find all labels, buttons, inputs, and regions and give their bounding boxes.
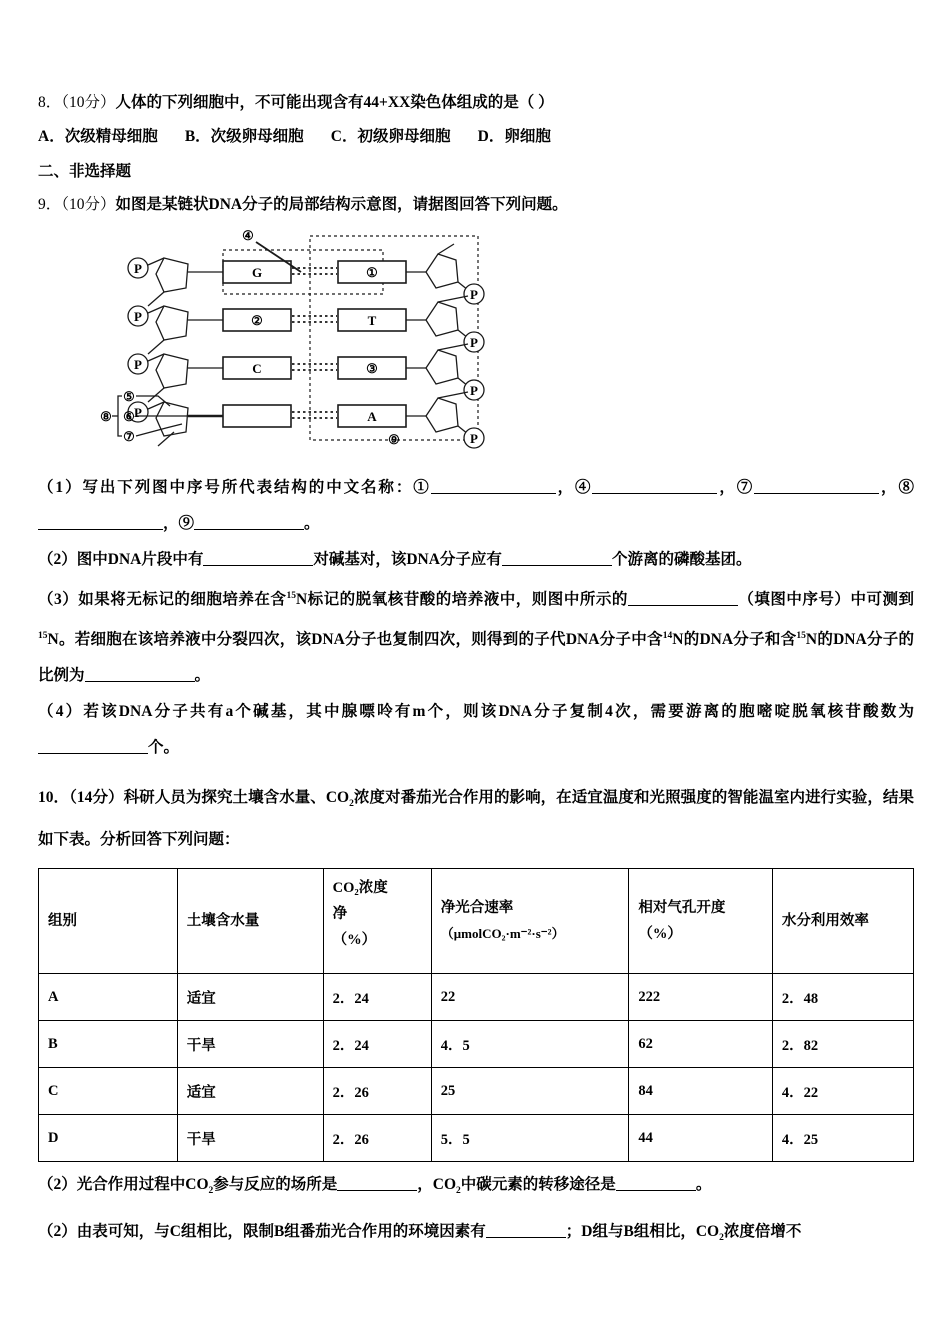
answer-blank-1-7[interactable]: [754, 478, 879, 494]
option-d[interactable]: D．卵细胞: [477, 128, 551, 145]
svg-text:G: G: [251, 265, 263, 280]
question-10-part-2: [38, 1168, 914, 1208]
isotope-n15-sup-3: 15: [796, 631, 806, 642]
isotope-n15-sup-1: 15: [286, 591, 296, 601]
cell-co2: 2．24: [323, 1021, 431, 1068]
svg-text:①: ①: [366, 265, 378, 280]
svg-text:P: P: [134, 309, 142, 324]
answer-blank-10-1[interactable]: [337, 1175, 417, 1191]
cell-group: C: [39, 1068, 178, 1115]
svg-text:C: C: [252, 361, 262, 376]
header-co2-line-3: （%）: [332, 932, 377, 949]
svg-text:⑤: ⑤: [123, 389, 135, 404]
answer-blank-1-9[interactable]: [194, 514, 304, 530]
question-9-part-2: [38, 542, 914, 578]
header-wue-line-1: 水分利用效率: [781, 913, 869, 930]
q9-p4-text-b: 个。: [148, 739, 180, 757]
answer-blank-2-1[interactable]: [203, 550, 313, 566]
cell-group: B: [39, 1021, 178, 1068]
q8-number: 8．: [38, 94, 62, 111]
q8-chromosome-code: 44+XX: [363, 94, 411, 111]
q9-p3-text-e: N的DNA分子和含: [672, 631, 797, 649]
cell-npr: 5．5: [431, 1115, 629, 1162]
q9-p1-text-a: （1）写出下列图中序号所代表结构的中文名称：①: [38, 479, 431, 496]
cell-npr: 4．5: [431, 1021, 629, 1068]
question-9-part-4: [38, 694, 914, 766]
svg-text:A: A: [367, 409, 377, 424]
svg-text:T: T: [367, 313, 377, 328]
header-npr-line-1: 净光合速率: [440, 900, 514, 917]
q10-stem-text-a: 科研人员为探究土壤含水量、CO: [123, 789, 350, 807]
header-co2-line-1: CO₂浓度: [332, 880, 388, 897]
svg-text:P: P: [134, 405, 142, 420]
cell-soil-water: 适宜: [177, 1068, 323, 1115]
dna-structure-diagram: [96, 228, 496, 456]
cell-group: D: [39, 1115, 178, 1162]
co2-subscript-stem: 2: [349, 799, 354, 810]
cell-rso: 84: [629, 1068, 772, 1115]
q9-p3-text-a: （3）如果将无标记的细胞培养在含: [38, 591, 287, 609]
header-co2-concentration: [323, 869, 431, 974]
q9-p1-text-e: ，⑨: [163, 515, 195, 532]
q10-p2-text-b: 参与反应的场所是: [213, 1176, 338, 1194]
q9-p2-text-a: （2）图中DNA片段中有: [38, 551, 204, 568]
header-rso-line-1: 相对气孔开度: [638, 900, 726, 917]
answer-blank-4-1[interactable]: [38, 738, 148, 754]
q10-number: 10．: [38, 789, 70, 807]
option-c[interactable]: C．初级卵母细胞: [330, 128, 451, 145]
header-rso-line-2: （%）: [638, 926, 682, 943]
cell-wue: 4．25: [772, 1115, 913, 1162]
q9-p1-text-b: ，④: [555, 479, 593, 496]
cell-co2: 2．26: [323, 1068, 431, 1115]
q9-number: 9．: [38, 196, 62, 213]
q9-p4-text-a: （4）若该DNA分子共有a个碱基，其中腺嘌呤有m个，则该DNA分子复制4次，需要游离的胞嘧啶脱氧核苷酸数为: [38, 703, 914, 721]
table-row: [39, 1021, 914, 1068]
question-9-part-3: [38, 578, 914, 694]
cell-rso: 222: [629, 974, 772, 1021]
question-10-stem: [38, 780, 914, 858]
q8-stem-text-c: 染色体组成的是（ ）: [410, 94, 554, 111]
q10-score: （14分）: [69, 789, 124, 807]
svg-text:P: P: [470, 335, 478, 350]
answer-blank-1-1[interactable]: [431, 478, 556, 494]
page-content: [38, 88, 914, 1255]
isotope-n14-sup: 14: [662, 631, 673, 642]
cell-wue: 2．82: [772, 1021, 913, 1068]
question-10-part-3: [38, 1215, 914, 1255]
svg-text:②: ②: [251, 313, 263, 328]
header-npr-line-2: （μmolCO₂·m⁻²·s⁻²）: [440, 926, 565, 942]
q9-score: （10分）: [61, 196, 116, 213]
q10-p2-text-c: ，CO: [417, 1176, 457, 1194]
q9-p3-text-f: N的DNA分子的比例为: [38, 631, 915, 685]
svg-text:⑦: ⑦: [123, 429, 135, 444]
q9-p3-text-b: N标记的脱氧核苷酸的培养液中，则图中所示的: [295, 591, 628, 609]
co2-subscript-p3: 2: [719, 1232, 724, 1243]
isotope-n15-sup-2: 15: [38, 631, 48, 642]
cell-soil-water: 干旱: [177, 1021, 323, 1068]
option-b[interactable]: B．次级卵母细胞: [184, 128, 304, 145]
svg-text:P: P: [134, 357, 142, 372]
svg-text:P: P: [470, 431, 478, 446]
q9-p2-text-c: 个游离的磷酸基团。: [611, 551, 752, 568]
header-group: [39, 869, 178, 974]
answer-blank-3-2[interactable]: [85, 666, 195, 682]
q9-stem-text: 如图是某链状DNA分子的局部结构示意图，请据图回答下列问题。: [115, 196, 568, 213]
header-soil-water: [177, 869, 323, 974]
svg-text:P: P: [470, 287, 478, 302]
header-co2-line-2: 净: [332, 906, 348, 923]
cell-rso: 44: [629, 1115, 772, 1162]
header-net-photosynthetic-rate: [431, 869, 629, 974]
cell-wue: 2．48: [772, 974, 913, 1021]
section-2-heading: 二、非选择题: [38, 163, 132, 180]
q9-p3-text-g: 。: [194, 667, 211, 685]
q9-p3-text-d: N。若细胞在该培养液中分裂四次，该DNA分子也复制四次，则得到的子代DNA分子中含: [47, 631, 663, 649]
question-8-stem: [38, 88, 914, 118]
answer-blank-1-4[interactable]: [592, 478, 717, 494]
q10-p3-text-c: 浓度倍增不: [723, 1222, 802, 1240]
option-a[interactable]: A．次级精母细胞: [38, 128, 158, 145]
cell-npr: 25: [431, 1068, 629, 1115]
answer-blank-10-2[interactable]: [616, 1175, 696, 1191]
q10-p3-text-b: ；D组与B组相比，CO: [565, 1222, 720, 1240]
cell-wue: 4．22: [772, 1068, 913, 1115]
co2-subscript-p2-2: 2: [456, 1186, 461, 1197]
answer-blank-10-3[interactable]: [486, 1222, 566, 1238]
cell-co2: 2．26: [323, 1115, 431, 1162]
answer-blank-3-1[interactable]: [628, 590, 738, 606]
header-soil-water-line-1: 土壤含水量: [186, 913, 260, 930]
table-row: [39, 1068, 914, 1115]
cell-group: A: [39, 974, 178, 1021]
svg-text:③: ③: [366, 361, 378, 376]
cell-co2: 2．24: [323, 974, 431, 1021]
q9-p3-text-c: （填图中序号）中可测到: [737, 591, 914, 609]
q10-p2-text-e: 。: [695, 1176, 712, 1194]
q9-p1-text-f: 。: [304, 515, 320, 532]
table-body: [39, 974, 914, 1162]
question-8-options: [38, 121, 914, 153]
header-relative-stomatal-opening: [629, 869, 772, 974]
svg-text:⑥: ⑥: [123, 409, 135, 424]
svg-text:⑧: ⑧: [100, 409, 112, 424]
header-water-use-efficiency: [772, 869, 913, 974]
q8-score: （10分）: [61, 94, 116, 111]
svg-text:P: P: [134, 261, 142, 276]
question-9-stem: [38, 189, 914, 220]
table-row: [39, 1115, 914, 1162]
svg-text:⑨: ⑨: [388, 432, 400, 447]
co2-subscript-p2-1: 2: [208, 1186, 214, 1197]
q10-p3-text-a: （2）由表可知，与C组相比，限制B组番茄光合作用的环境因素有: [38, 1222, 486, 1240]
q9-p1-text-d: ，⑧: [879, 479, 914, 496]
question-9-part-1: [38, 470, 914, 542]
q9-p2-text-b: 对碱基对，该DNA分子应有: [313, 551, 502, 568]
q8-stem-text-a: 人体的下列细胞中，不可能出现含有: [115, 94, 364, 111]
svg-text:④: ④: [242, 228, 254, 243]
svg-text:P: P: [470, 383, 478, 398]
cell-soil-water: 适宜: [177, 974, 323, 1021]
q10-p2-text-a: （2）光合作用过程中CO: [38, 1176, 209, 1194]
answer-blank-2-2[interactable]: [502, 550, 612, 566]
cell-npr: 22: [431, 974, 629, 1021]
table-row: [39, 974, 914, 1021]
q10-stem-text-b: 浓度对番茄光合作用的影响，在适宜温度和光照强度的智能温室内进行实验，结果如下表。分析回答下列问题：: [38, 789, 914, 849]
cell-soil-water: 干旱: [177, 1115, 323, 1162]
experiment-results-table: [38, 868, 914, 1162]
q10-p2-text-d: 中碳元素的转移途径是: [460, 1176, 616, 1194]
table-header-row: [39, 869, 914, 974]
header-group-line-1: 组别: [48, 913, 77, 930]
answer-blank-1-8[interactable]: [38, 514, 163, 530]
q9-p1-text-c: ，⑦: [717, 479, 755, 496]
cell-rso: 62: [629, 1021, 772, 1068]
